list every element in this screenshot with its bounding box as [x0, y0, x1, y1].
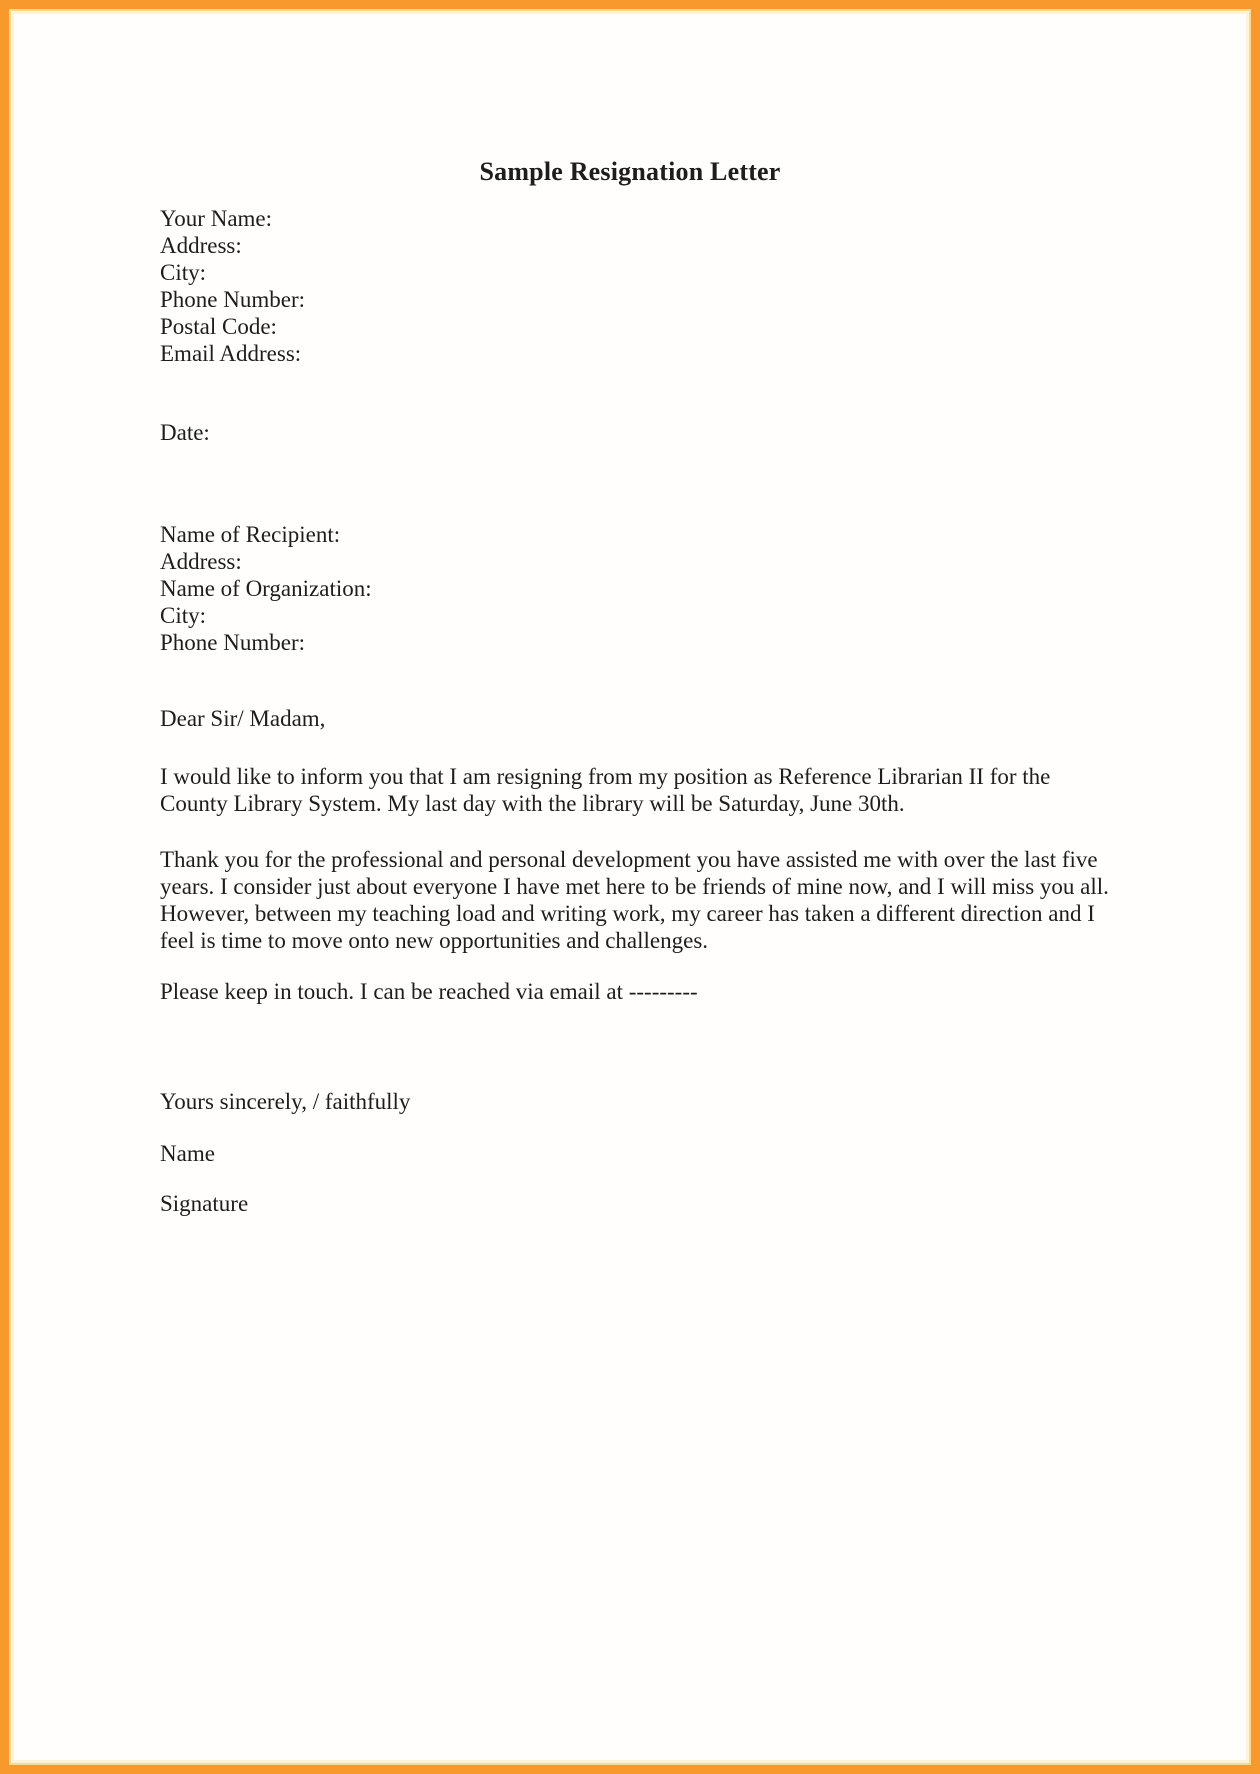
sender-email-label: Email Address: [160, 341, 302, 366]
sender-info-block [160, 205, 305, 367]
sender-city-label: City: [160, 260, 207, 285]
closing-name-label: Name [160, 1141, 215, 1166]
date-label: Date: [160, 420, 210, 445]
body-paragraph-thanks: Thank you for the professional and personal development you have assisted me with over the last five years. I consider just about everyone I have met here to be friends of mine now, and I will miss you all. However, between my teaching load and writing work, my career has taken a different direction and I feel is time to move onto new opportunities and challenges. [160, 847, 1109, 953]
closing-sign-off: Yours sincerely, / faithfully [160, 1089, 411, 1114]
recipient-name-label: Name of Recipient: [160, 522, 341, 547]
sender-postal-label: Postal Code: [160, 314, 277, 339]
sender-address-label: Address: [160, 233, 242, 258]
recipient-city-label: City: [160, 603, 207, 628]
body-paragraph-resignation: I would like to inform you that I am resigning from my position as Reference Librarian II for the County Library System. My last day with the library will be Saturday, June 30th. [160, 764, 1051, 816]
letter-title: Sample Resignation Letter [479, 157, 781, 186]
sender-phone-label: Phone Number: [160, 287, 306, 312]
body-paragraph-keep-in-touch: Please keep in touch. I can be reached via email at --------- [160, 979, 698, 1004]
closing-signature-label: Signature [160, 1191, 249, 1216]
recipient-organization-label: Name of Organization: [160, 576, 372, 601]
salutation: Dear Sir/ Madam, [160, 706, 326, 731]
sender-name-label: Your Name: [160, 206, 273, 231]
recipient-phone-label: Phone Number: [160, 630, 306, 655]
recipient-address-label: Address: [160, 549, 242, 574]
recipient-info-block [160, 521, 372, 656]
